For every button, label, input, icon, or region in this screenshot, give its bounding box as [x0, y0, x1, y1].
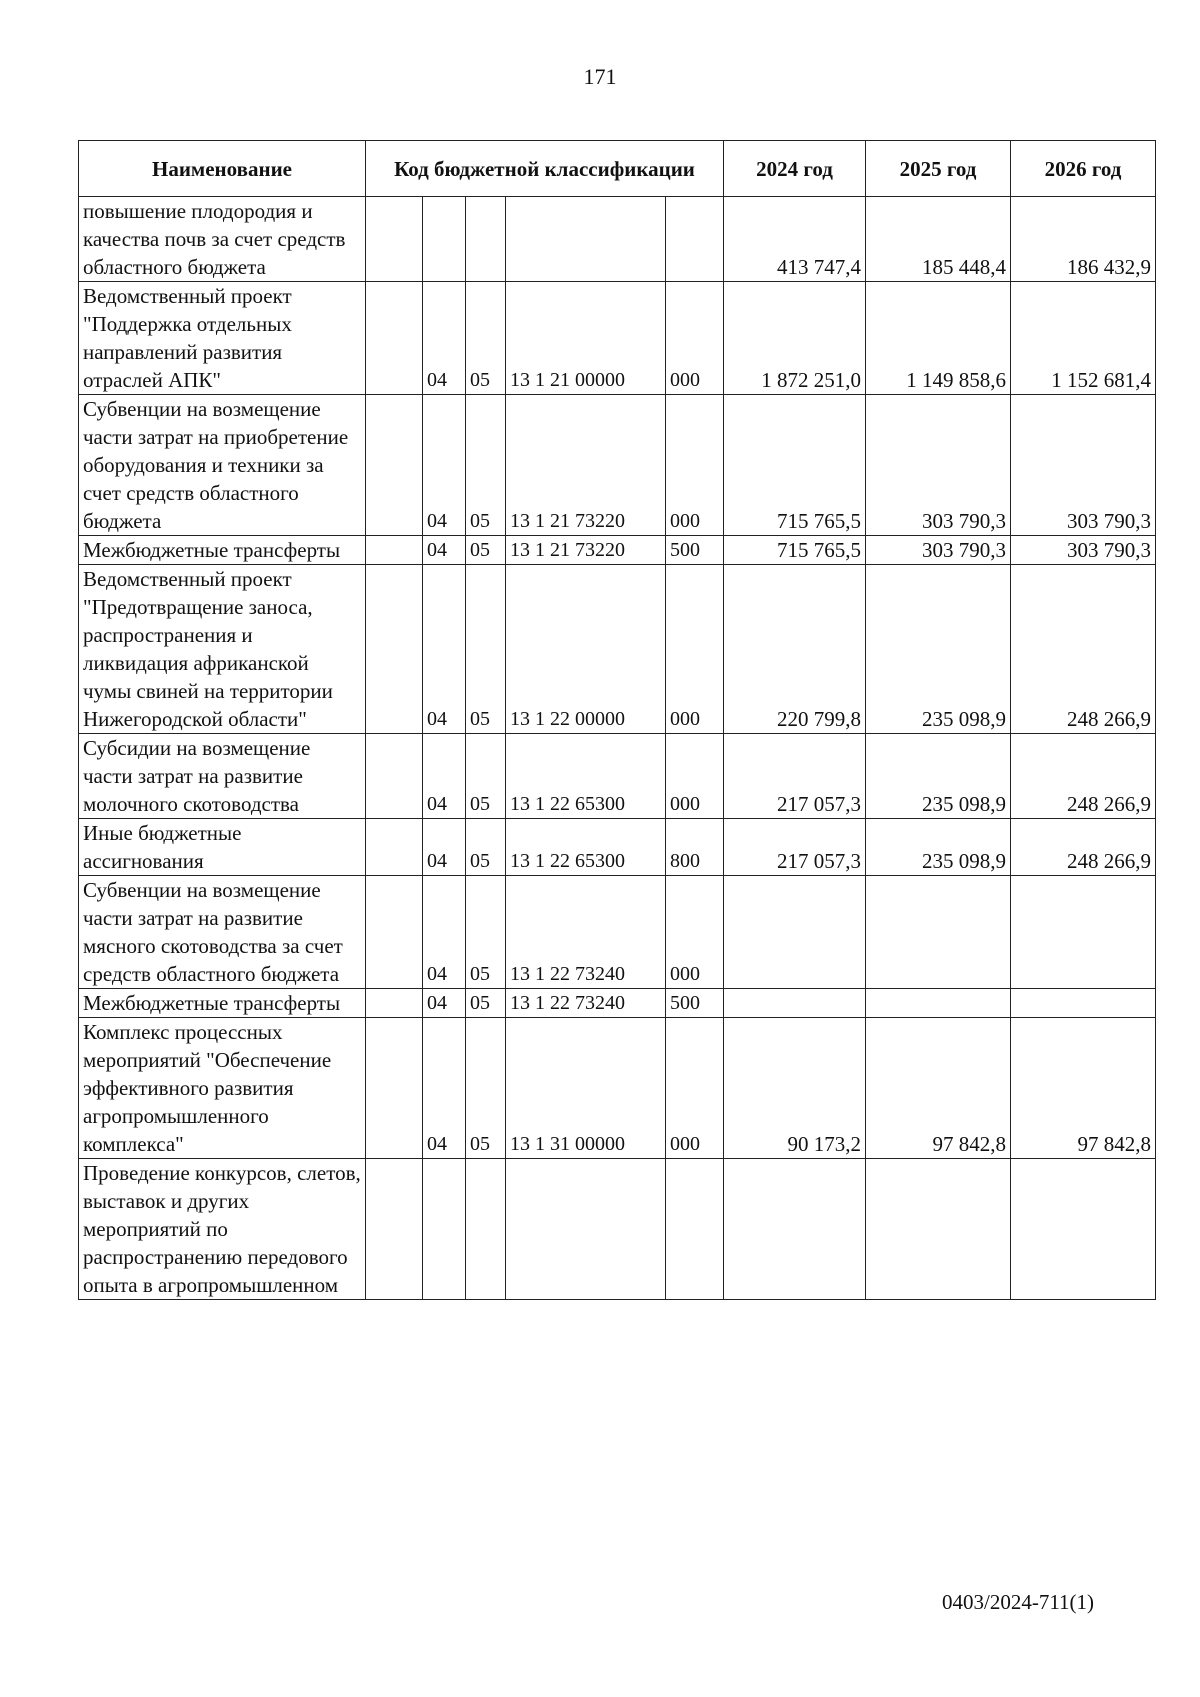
- row-target-article: [506, 1159, 666, 1300]
- row-blank-cell: [366, 536, 423, 565]
- row-blank-cell: [366, 395, 423, 536]
- row-amount-2025: 303 790,3: [866, 536, 1011, 565]
- row-name: Субсидии на возмещение части затрат на развитие молочного скотоводства: [79, 734, 366, 819]
- row-subsection: [466, 197, 506, 282]
- page-number: 171: [583, 64, 617, 89]
- header-code: Код бюджетной классификации: [366, 141, 724, 197]
- row-expense-type: [666, 1159, 724, 1300]
- row-section: [423, 1159, 466, 1300]
- row-name: Ведомственный проект "Поддержка отдельных направлений развития отраслей АПК": [79, 282, 366, 395]
- table-row: [79, 395, 1156, 536]
- row-subsection: 05: [466, 989, 506, 1018]
- row-target-article: 13 1 21 73220: [506, 395, 666, 536]
- row-subsection: 05: [466, 734, 506, 819]
- row-subsection: 05: [466, 536, 506, 565]
- row-subsection: 05: [466, 395, 506, 536]
- row-blank-cell: [366, 565, 423, 734]
- row-expense-type: 500: [666, 536, 724, 565]
- row-blank-cell: [366, 197, 423, 282]
- row-name: Межбюджетные трансферты: [79, 536, 366, 565]
- table-row: [79, 819, 1156, 876]
- row-amount-2025: [866, 989, 1011, 1018]
- row-blank-cell: [366, 819, 423, 876]
- row-blank-cell: [366, 876, 423, 989]
- row-target-article: 13 1 22 73240: [506, 876, 666, 989]
- row-blank-cell: [366, 282, 423, 395]
- row-section: 04: [423, 876, 466, 989]
- row-amount-2024: 413 747,4: [724, 197, 866, 282]
- table-row: [79, 536, 1156, 565]
- row-expense-type: [666, 197, 724, 282]
- row-amount-2025: 235 098,9: [866, 734, 1011, 819]
- table-row: [79, 989, 1156, 1018]
- row-amount-2025: [866, 876, 1011, 989]
- row-expense-type: 500: [666, 989, 724, 1018]
- row-amount-2024: [724, 1159, 866, 1300]
- row-subsection: 05: [466, 819, 506, 876]
- row-amount-2025: 97 842,8: [866, 1018, 1011, 1159]
- row-target-article: 13 1 22 65300: [506, 819, 666, 876]
- row-expense-type: 000: [666, 876, 724, 989]
- row-expense-type: 000: [666, 565, 724, 734]
- row-amount-2025: 235 098,9: [866, 565, 1011, 734]
- row-target-article: 13 1 21 00000: [506, 282, 666, 395]
- row-amount-2025: 185 448,4: [866, 197, 1011, 282]
- row-section: 04: [423, 734, 466, 819]
- row-section: 04: [423, 395, 466, 536]
- table-row: [79, 1018, 1156, 1159]
- row-subsection: 05: [466, 282, 506, 395]
- row-amount-2024: 90 173,2: [724, 1018, 866, 1159]
- row-name: Иные бюджетные ассигнования: [79, 819, 366, 876]
- row-expense-type: 000: [666, 282, 724, 395]
- row-name: Проведение конкурсов, слетов, выставок и других мероприятий по распространению передового опыта в агропромышленном: [79, 1159, 366, 1300]
- row-target-article: 13 1 22 73240: [506, 989, 666, 1018]
- row-amount-2025: 235 098,9: [866, 819, 1011, 876]
- row-name: Межбюджетные трансферты: [79, 989, 366, 1018]
- table-row: [79, 282, 1156, 395]
- header-year-2026: 2026 год: [1011, 141, 1156, 197]
- row-amount-2026: 186 432,9: [1011, 197, 1156, 282]
- row-amount-2026: [1011, 989, 1156, 1018]
- row-amount-2024: 1 872 251,0: [724, 282, 866, 395]
- row-subsection: 05: [466, 565, 506, 734]
- row-expense-type: 000: [666, 1018, 724, 1159]
- row-blank-cell: [366, 734, 423, 819]
- row-amount-2024: 715 765,5: [724, 536, 866, 565]
- header-name: Наименование: [79, 141, 366, 197]
- row-target-article: 13 1 21 73220: [506, 536, 666, 565]
- row-name: Комплекс процессных мероприятий "Обеспечение эффективного развития агропромышленного комплекса": [79, 1018, 366, 1159]
- row-section: 04: [423, 565, 466, 734]
- row-target-article: 13 1 22 65300: [506, 734, 666, 819]
- row-amount-2024: 715 765,5: [724, 395, 866, 536]
- table-header-row: [79, 141, 1156, 197]
- row-name: Субвенции на возмещение части затрат на приобретение оборудования и техники за счет средств областного бюджета: [79, 395, 366, 536]
- row-amount-2026: 248 266,9: [1011, 734, 1156, 819]
- row-amount-2026: 97 842,8: [1011, 1018, 1156, 1159]
- table-row: [79, 565, 1156, 734]
- table-row: [79, 734, 1156, 819]
- row-section: [423, 197, 466, 282]
- row-amount-2024: [724, 876, 866, 989]
- row-expense-type: 000: [666, 734, 724, 819]
- row-expense-type: 800: [666, 819, 724, 876]
- row-amount-2025: 1 149 858,6: [866, 282, 1011, 395]
- row-amount-2024: 217 057,3: [724, 819, 866, 876]
- row-subsection: [466, 1159, 506, 1300]
- row-expense-type: 000: [666, 395, 724, 536]
- row-amount-2026: [1011, 876, 1156, 989]
- row-amount-2026: 303 790,3: [1011, 536, 1156, 565]
- row-name: Ведомственный проект "Предотвращение заноса, распространения и ликвидация африканской чумы свиней на территории Нижегородской области": [79, 565, 366, 734]
- row-subsection: 05: [466, 876, 506, 989]
- row-section: 04: [423, 1018, 466, 1159]
- row-subsection: 05: [466, 1018, 506, 1159]
- row-section: 04: [423, 536, 466, 565]
- row-amount-2025: [866, 1159, 1011, 1300]
- row-amount-2025: 303 790,3: [866, 395, 1011, 536]
- table-row: [79, 197, 1156, 282]
- table-row: [79, 1159, 1156, 1300]
- row-section: 04: [423, 819, 466, 876]
- header-year-2025: 2025 год: [866, 141, 1011, 197]
- row-section: 04: [423, 989, 466, 1018]
- row-name: повышение плодородия и качества почв за счет средств областного бюджета: [79, 197, 366, 282]
- table-row: [79, 876, 1156, 989]
- row-target-article: [506, 197, 666, 282]
- row-blank-cell: [366, 1159, 423, 1300]
- header-year-2024: 2024 год: [724, 141, 866, 197]
- row-amount-2026: 248 266,9: [1011, 819, 1156, 876]
- row-amount-2024: [724, 989, 866, 1018]
- row-amount-2026: 303 790,3: [1011, 395, 1156, 536]
- row-amount-2024: 220 799,8: [724, 565, 866, 734]
- row-blank-cell: [366, 989, 423, 1018]
- row-name: Субвенции на возмещение части затрат на развитие мясного скотоводства за счет средств областного бюджета: [79, 876, 366, 989]
- row-amount-2026: 248 266,9: [1011, 565, 1156, 734]
- row-amount-2026: 1 152 681,4: [1011, 282, 1156, 395]
- row-target-article: 13 1 31 00000: [506, 1018, 666, 1159]
- row-section: 04: [423, 282, 466, 395]
- row-target-article: 13 1 22 00000: [506, 565, 666, 734]
- budget-table: [78, 140, 1156, 1300]
- row-blank-cell: [366, 1018, 423, 1159]
- document-code: 0403/2024-711(1): [942, 1590, 1095, 1614]
- row-amount-2024: 217 057,3: [724, 734, 866, 819]
- row-amount-2026: [1011, 1159, 1156, 1300]
